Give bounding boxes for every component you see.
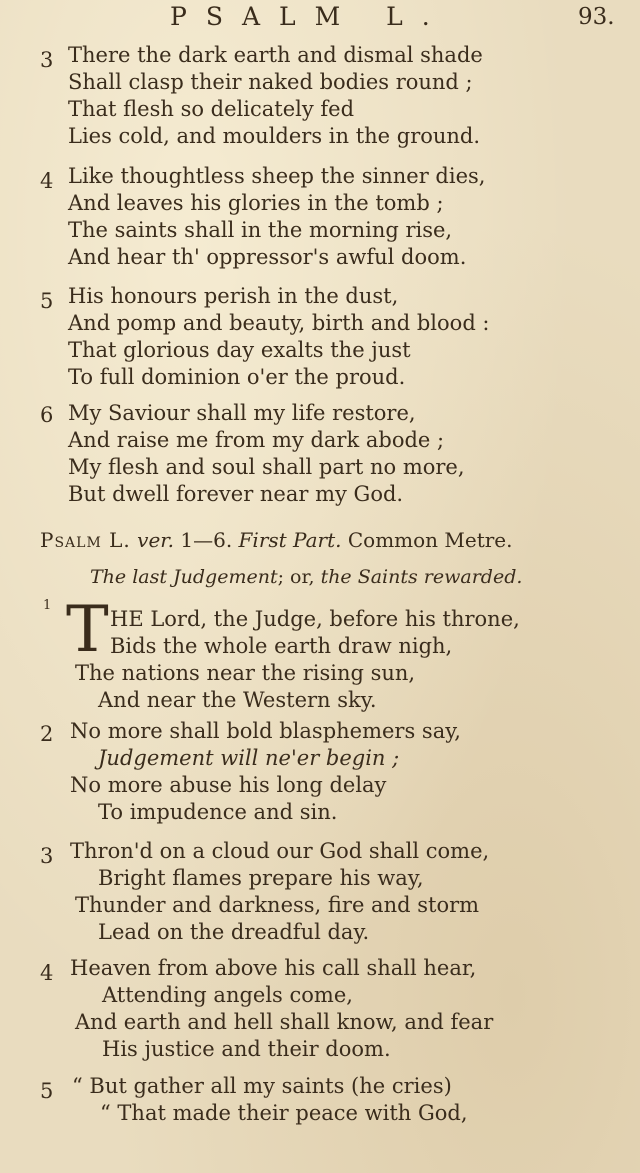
verse-range: 1—6. <box>180 528 233 552</box>
ver-label: ver. <box>137 528 175 552</box>
verse-line: And near the Western sky. <box>98 688 377 712</box>
drop-cap: T <box>66 593 109 667</box>
verse-line: And hear th' oppressor's awful doom. <box>68 245 467 269</box>
running-head: PSALM L. <box>170 2 449 31</box>
verse-number: 2 <box>40 722 54 746</box>
verse-line: Thron'd on a cloud our God shall come, <box>70 839 490 863</box>
verse-line: And leaves his glories in the tomb ; <box>68 191 444 215</box>
metre-label: Common Metre. <box>347 528 513 552</box>
verse-line: No more abuse his long delay <box>70 773 387 797</box>
verse-number: 4 <box>40 961 54 985</box>
verse-number: 5 <box>40 1079 54 1103</box>
verse-line: HE Lord, the Judge, before his throne, <box>110 607 520 631</box>
section-subtitle <box>90 566 522 588</box>
verse-line: Thunder and darkness, fire and storm <box>75 893 480 917</box>
verse-line: And pomp and beauty, birth and blood : <box>68 311 490 335</box>
verse-line: “ That made their peace with God, <box>100 1101 468 1125</box>
subtitle-part-b: ; or, <box>277 566 315 588</box>
verse-line: Bright flames prepare his way, <box>98 866 424 890</box>
verse-line: The saints shall in the morning rise, <box>68 218 453 242</box>
verse-number: 4 <box>40 169 54 193</box>
verse-line: That flesh so delicately fed <box>68 97 355 121</box>
verse-line: That glorious day exalts the just <box>68 338 411 362</box>
psalm-label: Psalm L. <box>40 528 131 552</box>
verse-line: Heaven from above his call shall hear, <box>70 956 477 980</box>
verse-line: “ But gather all my saints (he cries) <box>72 1074 452 1098</box>
verse-line: Like thoughtless sheep the sinner dies, <box>68 164 486 188</box>
verse-line: My Saviour shall my life restore, <box>68 401 416 425</box>
verse-number: 6 <box>40 403 54 427</box>
verse-line: And earth and hell shall know, and fear <box>75 1010 494 1034</box>
verse-line: No more shall bold blasphemers say, <box>70 719 461 743</box>
verse-line: Shall clasp their naked bodies round ; <box>68 70 473 94</box>
verse-line: To impudence and sin. <box>98 800 338 824</box>
section-heading <box>40 528 513 552</box>
part-label: First Part. <box>238 528 342 552</box>
page-number: 93. <box>578 4 615 30</box>
verse-line: And raise me from my dark abode ; <box>68 428 445 452</box>
verse-number: 1 <box>43 598 52 613</box>
verse-line: My flesh and soul shall part no more, <box>68 455 465 479</box>
verse-line: Attending angels come, <box>102 983 353 1007</box>
verse-line: There the dark earth and dismal shade <box>68 43 483 67</box>
verse-number: 3 <box>40 844 54 868</box>
subtitle-part-c: the Saints rewarded. <box>320 566 523 588</box>
verse-line: His honours perish in the dust, <box>68 284 399 308</box>
verse-line: But dwell forever near my God. <box>68 482 404 506</box>
verse-line: The nations near the rising sun, <box>75 661 416 685</box>
subtitle-part-a: The last Judgement <box>90 566 278 588</box>
verse-line: Lies cold, and moulders in the ground. <box>68 124 481 148</box>
verse-line: Bids the whole earth draw nigh, <box>110 634 453 658</box>
verse-line: His justice and their doom. <box>102 1037 391 1061</box>
verse-line: Judgement will ne'er begin ; <box>98 746 400 770</box>
verse-line: To full dominion o'er the proud. <box>68 365 406 389</box>
verse-line: Lead on the dreadful day. <box>98 920 370 944</box>
verse-number: 3 <box>40 48 54 72</box>
verse-number: 5 <box>40 289 54 313</box>
